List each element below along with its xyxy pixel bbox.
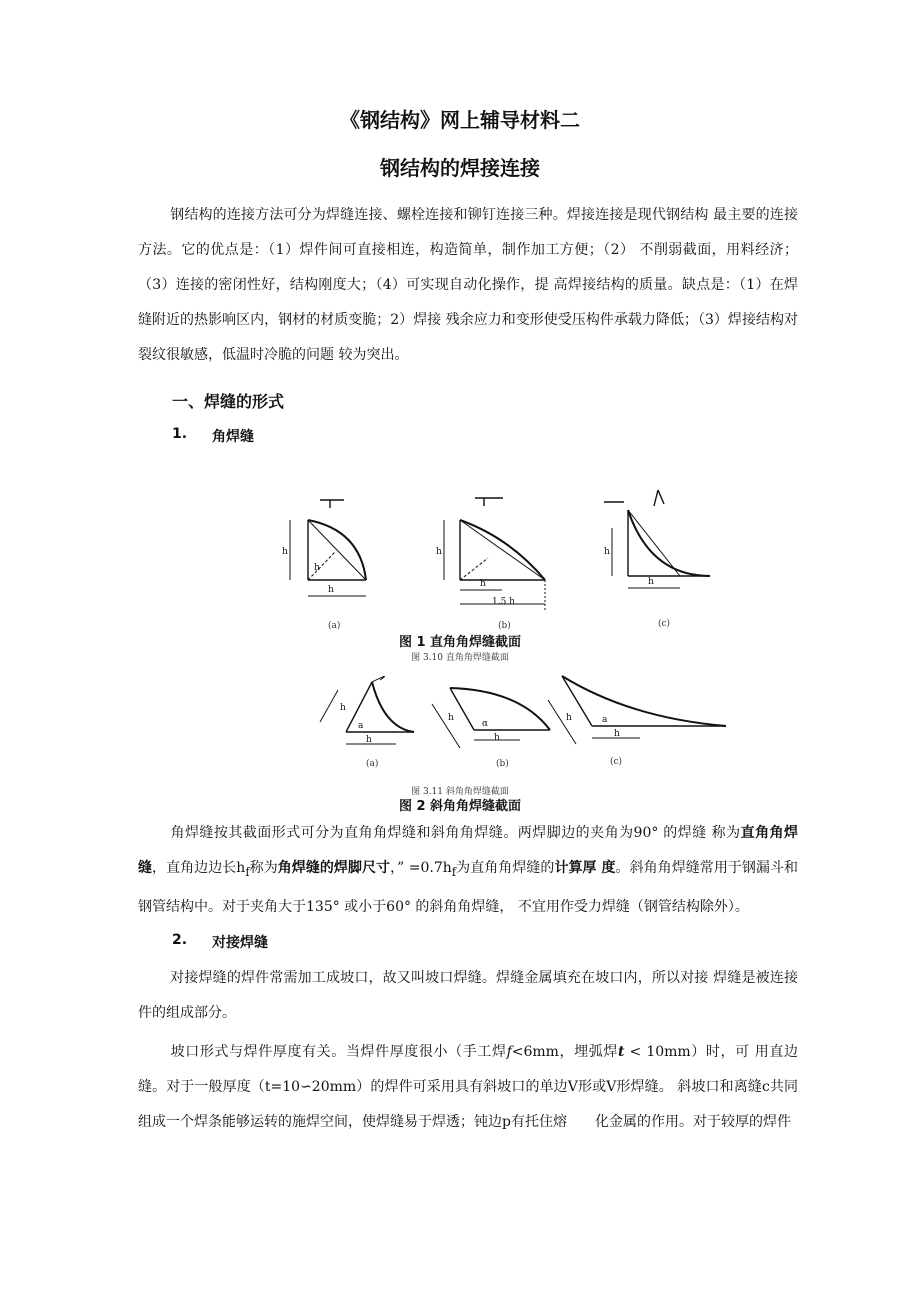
butt-weld-paragraph bbox=[138, 961, 798, 1031]
para4-text-1: 坡口形式与焊件厚度有关。当焊件厚度很小（手工焊 bbox=[170, 1044, 507, 1060]
subsection-title-fillet-weld: 角焊缝 bbox=[212, 429, 254, 445]
para4-text-2: <6mm，埋弧焊 bbox=[511, 1044, 618, 1060]
svg-text:h: h bbox=[448, 713, 454, 723]
figure-2-label-b: (b) bbox=[496, 759, 509, 769]
para2-subscript-1: f bbox=[245, 864, 250, 879]
figure-2b-weld-section bbox=[432, 688, 550, 748]
figure-2-label-c: (c) bbox=[610, 757, 623, 767]
figure-1-label-b: (b) bbox=[498, 621, 511, 630]
svg-text:h: h bbox=[614, 729, 620, 739]
term-effective-thickness: 计算厚 度 bbox=[554, 860, 616, 876]
svg-text:α: α bbox=[482, 719, 489, 729]
section-heading-weld-forms: 一、焊缝的形式 bbox=[172, 392, 285, 411]
svg-text:h: h bbox=[436, 547, 442, 557]
svg-text:a: a bbox=[602, 715, 608, 725]
svg-text:h: h bbox=[480, 579, 486, 589]
figure-1a-weld-section bbox=[282, 500, 366, 596]
svg-text:h: h bbox=[282, 547, 288, 557]
figure-1-label-a: (a) bbox=[328, 621, 341, 630]
figure-1b-weld-section bbox=[436, 498, 545, 610]
para2-text-4: ，” =0.7h bbox=[390, 860, 452, 876]
subsection-number-2: 2. bbox=[172, 932, 188, 948]
figure-1-original-caption: 图 3.10 直角角焊缝截面 bbox=[411, 653, 509, 663]
figure-2-original-caption: 图 3.11 斜角角焊缝截面 bbox=[411, 787, 509, 797]
svg-text:h: h bbox=[314, 563, 320, 573]
svg-text:h: h bbox=[366, 735, 372, 745]
figure-1-right-angle-fillet-welds bbox=[270, 480, 740, 630]
para2-subscript-2: f bbox=[451, 864, 457, 879]
para2-text-2: ，直角边边长h bbox=[152, 860, 246, 876]
para2-text-5: 为直角角焊缝的 bbox=[456, 860, 555, 876]
subsection-title-butt-weld: 对接焊缝 bbox=[212, 935, 268, 951]
svg-text:h: h bbox=[328, 585, 334, 595]
fillet-weld-paragraph bbox=[138, 816, 798, 925]
para4-text-4: 化金属的作用。对于较厚的焊件 bbox=[594, 1114, 791, 1130]
figure-2a-weld-section bbox=[320, 676, 414, 745]
figure-2-caption: 图 2 斜角角焊缝截面 bbox=[398, 799, 522, 814]
term-leg-size: 角焊缝的焊脚尺寸 bbox=[277, 860, 391, 876]
para4-variable-1: f bbox=[506, 1044, 512, 1060]
figure-2c-weld-section bbox=[548, 676, 726, 744]
svg-text:h: h bbox=[566, 713, 572, 723]
groove-form-paragraph bbox=[138, 1035, 798, 1140]
figure-1-label-c: (c) bbox=[658, 619, 671, 629]
para2-text-1: 角焊缝按其截面形式可分为直角角焊缝和斜角角焊缝。两焊脚边的夹角为90° 的焊缝 称为 bbox=[170, 825, 741, 841]
para2-text-6: 。斜角角焊缝常用于钢漏斗和钢管结构中。对于夹角大于135° 或小于60° 的斜角角焊缝， 不宜用作受力焊缝（钢管结构除外）。 bbox=[138, 860, 799, 915]
term-right-angle-fillet-weld: 直角角焊缝 bbox=[138, 825, 799, 876]
para4-text-3: < 10mm）时，可 用直边缝。对于一般厚度（t=10∽20mm）的焊件可采用具有斜坡口的单边V形或V形焊缝。 斜坡口和离缝c共同组成一个焊条能够运转的施焊空间，使焊缝易于焊透；钝边p有托住熔 bbox=[138, 1044, 798, 1130]
figure-1-caption: 图 1 直角角焊缝截面 bbox=[398, 635, 522, 650]
figure-1-dimension-label: 1.5 h bbox=[492, 597, 515, 607]
intro-text: 钢结构的连接方法可分为焊缝连接、螺栓连接和铆钉连接三种。焊接连接是现代钢结构 最主要的连接方法。它的优点是：（1）焊件间可直接相连，构造简单，制作加工方便；（2） 不削弱截面，用料经济；（3）连接的密闭性好，结构刚度大；（4）可实现自动化操作，提 高焊接结构的质量。缺点是：（1）在焊缝附近的热影响区内，钢材的材质变脆；2）焊接 残余应力和变形使受压构件承载力降低；（3）焊接结构对裂纹很敏感，低温时冷脆的问题 较为突出。 bbox=[138, 207, 798, 363]
svg-text:h: h bbox=[494, 733, 500, 743]
para3-text: 对接焊缝的焊件常需加工成坡口，故又叫坡口焊缝。焊缝金属填充在坡口内，所以对接 焊缝是被连接件的组成部分。 bbox=[138, 970, 798, 1021]
para4-variable-2: t bbox=[618, 1044, 625, 1060]
document-title: 《钢结构》网上辅导材料二 bbox=[340, 108, 580, 132]
intro-paragraph bbox=[138, 198, 798, 373]
subsection-number-1: 1. bbox=[172, 426, 188, 442]
svg-text:h: h bbox=[340, 703, 346, 713]
para2-text-3: 称为 bbox=[249, 860, 278, 876]
svg-text:h: h bbox=[604, 547, 610, 557]
para4-gap bbox=[567, 1114, 595, 1130]
figure-2-label-a: (a) bbox=[366, 759, 379, 769]
svg-text:a: a bbox=[358, 721, 364, 731]
svg-text:h: h bbox=[648, 577, 654, 587]
figure-1c-weld-section bbox=[604, 490, 710, 588]
document-subtitle: 钢结构的焊接连接 bbox=[380, 156, 540, 180]
figure-2-oblique-fillet-welds bbox=[310, 668, 730, 784]
